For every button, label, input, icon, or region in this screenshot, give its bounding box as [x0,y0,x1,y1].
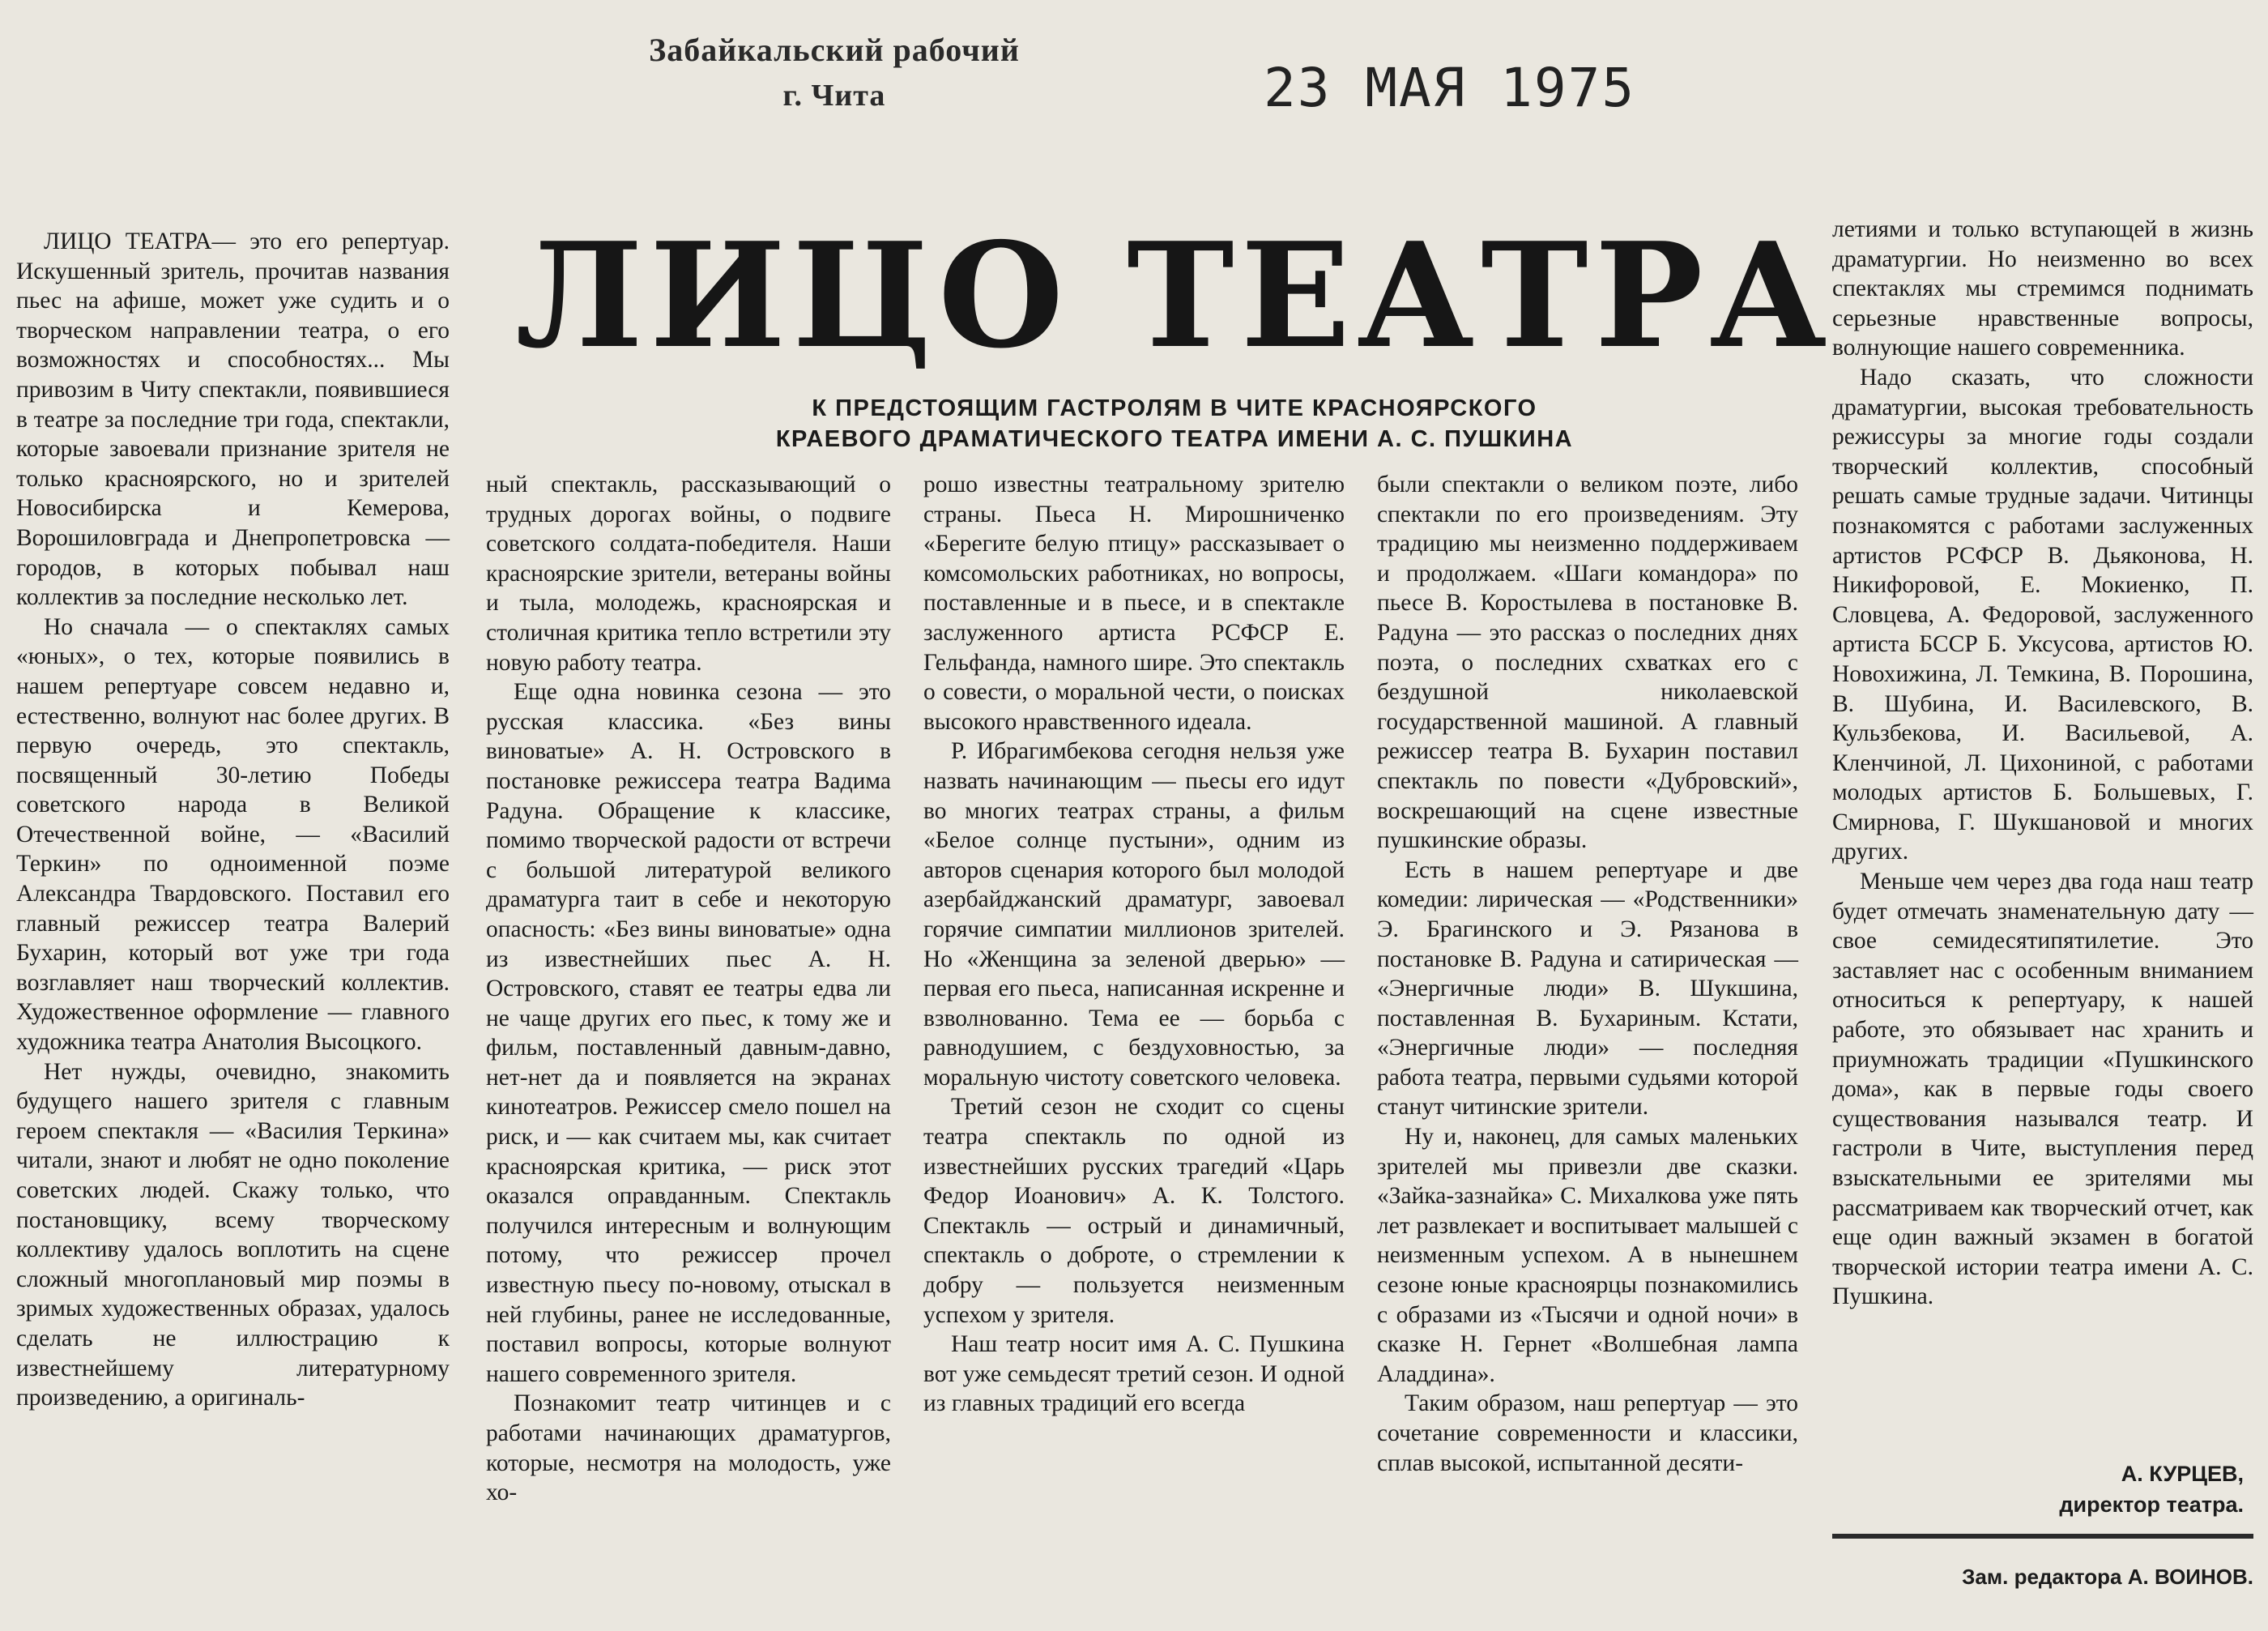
subtitle-line-1: К ПРЕДСТОЯЩИМ ГАСТРОЛЯМ В ЧИТЕ КРАСНОЯРСКОГО [812,395,1537,421]
paragraph: ный спектакль, рассказывающий о трудных дорогах войны, о подвиге советского солдата-победителя. Наши красноярские зрители, ветераны войны и тыла, молодежь, красноярская и столичная критика тепло встретили эту новую работу театра. [486,472,891,676]
paragraph: Наш театр носит имя А. С. Пушкина вот уже семьдесят третий сезон. И одной из главных традиций его всегда [923,1331,1345,1417]
stamp-date: 23 МАЯ 1975 [1264,57,1636,119]
author-title: директор театра. [2059,1492,2244,1517]
text-column-3 [923,470,1345,1419]
article-subtitle [502,393,1847,455]
text-column-5 [1832,215,2253,1312]
stamp-city: г. Чита [782,79,886,113]
paragraph: были спектакли о великом поэте, либо спектакли по его произведениям. Эту традицию мы неизменно поддерживаем и продолжаем. «Шаги командора» по пьесе В. Коростылева в постановке В. Радуна — это рассказ о последних днях поэта, о последних схватках его с бездушной николаевской государственной машиной. А главный режиссер театра В. Бухарин поставил спектакль по повести «Дубровский», воскрешающий на сцене известные пушкинские образы. [1377,472,1798,854]
paragraph: Есть в нашем репертуаре и две комедии: лирическая — «Родственники» Э. Брагинского и Э. Рязанова в постановке В. Радуна и сатирическая — «Энергичные люди» В. Шукшина, поставленная В. Бухариным. Кстати, «Энергичные люди» — последняя работа театра, первыми судьями которой станут читинские зрители. [1377,856,1798,1121]
deputy-editor-line: Зам. редактора А. ВОИНОВ. [1962,1565,2253,1589]
text-column-2 [486,470,891,1508]
newspaper-stamp [624,31,1045,115]
paragraph: Таким образом, наш репертуар — это сочетание современности и классики, сплав высокой, испытанной десяти- [1377,1390,1798,1476]
paragraph: Р. Ибрагимбекова сегодня нельзя уже назвать начинающим — пьесы его идут во многих театрах страны, а фильм «Белое солнце пустыни», одним из авторов сценария которого был молодой азербайджанский драматург, завоевал горячие симпатии миллионов зрителей. Но «Женщина за зеленой дверью» — первая его пьеса, написанная искренне и взволнованно. Тема ее — борьба с равнодушием, с бездуховностью, за моральную чистоту советского человека. [923,738,1345,1091]
paragraph: Но сначала — о спектаклях самых «юных», о тех, которые появились в нашем репертуаре совсем недавно и, естественно, волнуют нас более других. В первую очередь, это спектакль, посвященный 30-летию Победы советского народа в Великой Отечественной войне, — «Василий Теркин» по одноименной поэме Александра Твардовского. Поставил его главный режиссер театра Валерий Бухарин, который вот уже три года возглавляет наш творческий коллектив. Художественное оформление — главного художника театра Анатолия Высоцкого. [16,613,450,1056]
text-column-1 [16,227,450,1413]
author-signature [1855,1458,2244,1520]
paragraph: Третий сезон не сходит со сцены театра спектакль по одной из известнейших русских трагедий «Царь Федор Иоанович» А. К. Толстого. Спектакль — острый и динамичный, спектакль о доброте, о стремлении к добру — пользуется неизменным успехом у зрителя. [923,1094,1345,1328]
paragraph: Ну и, наконец, для самых маленьких зрителей мы привезли две сказки. «Зайка-зазнайка» С. Михалкова уже пять лет развлекает и воспитывает малышей с неизменным успехом. А в нынешнем сезоне юные красноярцы познакомились с образами из «Тысячи и одной ночи» в сказке Н. Гернет «Волшебная лампа Аладдина». [1377,1124,1798,1387]
paragraph: Нет нужды, очевидно, знакомить будущего нашего зрителя с главным героем спектакля — «Василия Теркина» читали, знают и любят не одно поколение советских людей. Скажу только, что постановщику, всему творческому коллективу удалось воплотить на сцене сложный многоплановый мир поэмы в зримых художественных образах, удалось сделать не иллюстрацию к известнейшему литературному произведению, а оригиналь- [16,1058,450,1411]
paragraph: ЛИЦО ТЕАТРА— это его репертуар. Искушенный зритель, прочитав названия пьес на афише, может уже судить и о творческом направлении театра, о его возможностях и способностях... Мы привозим в Читу спектакли, появившиеся в театре за последние три года, спектакли, которые завоевали признание зрителя не только красноярского, но и зрителей Новосибирска и Кемерова, Ворошиловграда и Днепропетровска — городов, в которых побывал наш коллектив за последние несколько лет. [16,228,450,611]
author-name: А. КУРЦЕВ, [2121,1462,2244,1486]
paragraph: рошо известны театральному зрителю страны. Пьеса Н. Мирошниченко «Берегите белую птицу» рассказывает о комсомольских работниках, но вопросы, поставленные и в пьесе, и в спектакле заслуженного артиста РСФСР Е. Гельфанда, намного шире. Это спектакль о совести, о моральной чести, о поисках высокого нравственного идеала. [923,472,1345,735]
paragraph: Еще одна новинка сезона — это русская классика. «Без вины виноватые» А. Н. Островского в постановке режиссера театра Вадима Радуна. Обращение к классике, помимо творческой радости от встречи с большой литературой великого драматурга таит в себе и некоторую опасность: «Без вины виноватые» одна из известнейших пьес А. Н. Островского, ставят ее театры едва ли не чаще других его пьес, к тому же и фильм, поставленный давным-давно, нет-нет да и появляется на экранах кинотеатров. Режиссер смело пошел на риск, и — как считаем мы, как считает красноярская критика, — риск этот оказался оправданным. Спектакль получился интересным и волнующим потому, что режиссер прочел известную пьесу по-новому, отыскал в ней глубины, ранее не исследованные, поставил вопросы, которые волнуют нашего современного зрителя. [486,679,891,1387]
article-headline: ЛИЦО ТЕАТРА [515,211,1834,380]
subtitle-line-2: КРАЕВОГО ДРАМАТИЧЕСКОГО ТЕАТРА ИМЕНИ А. С. ПУШКИНА [775,426,1574,452]
paragraph: Меньше чем через два года наш театр будет отмечать знаменательную дату — свое семидесятипятилетие. Это заставляет нас с особенным вниманием относиться к репертуару, к нашей работе, это обязывает нас хранить и приумножать традиции «Пушкинского дома», как в первые годы своего существования назывался театр. И гастроли в Чите, выступления перед взыскательными ее зрителями мы рассматриваем как творческий отчет, как еще один важный экзамен в богатой творческой истории театра имени А. С. Пушкина. [1832,869,2253,1310]
text-column-4 [1377,470,1798,1478]
paragraph: Познакомит театр читинцев и с работами начинающих драматургов, которые, несмотря на молодость, уже хо- [486,1390,891,1506]
paragraph: летиями и только вступающей в жизнь драматургии. Но неизменно во всех спектаклях мы стремимся поднимать серьезные нравственные вопросы, волнующие нашего современника. [1832,216,2253,361]
divider-rule [1832,1534,2253,1539]
stamp-paper-name: Забайкальский рабочий [649,32,1020,68]
paragraph: Надо сказать, что сложности драматургии, высокая требовательность режиссуры за многие годы создали творческий коллектив, способный решать самые трудные задачи. Читинцы познакомятся с работами заслуженных артистов РСФСР В. Дьяконова, Н. Никифоровой, Е. Мокиенко, П. Словцева, А. Федоровой, заслуженного артиста БССР Б. Уксусова, артистов Ю. Новохижина, Л. Темкина, В. Порошина, В. Шубина, И. Василевского, В. Кульзбекова, И. Васильевой, А. Кленчиной, Л. Цихониной, с работами молодых артистов Б. Большевых, Г. Смирнова, Г. Шукшановой и многих других. [1832,364,2253,865]
